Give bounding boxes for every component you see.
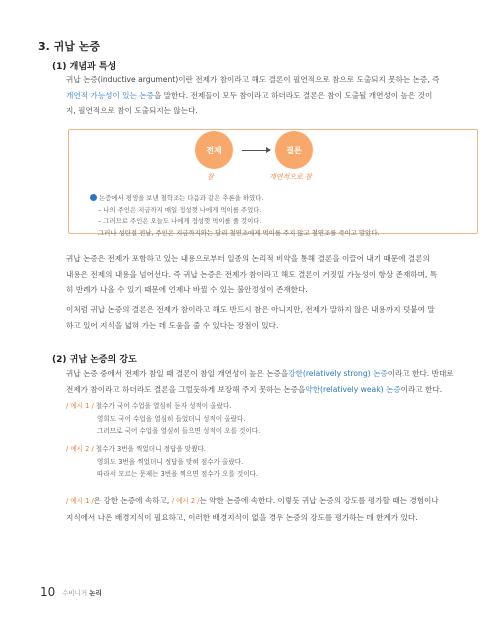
p5-text-a: 은 강한 논증에 속하고, — [93, 496, 170, 505]
paragraph-4 — [66, 366, 478, 397]
p4-highlight-weak: 약한(relatively weak) 논증 — [305, 384, 401, 394]
note-box — [90, 193, 470, 239]
note-line-3: 그러나 성탄절 전날, 주인은 지금까지와는 달리 철연조에게 먹이를 주지 않고 철연조를 죽이고 말았다. — [98, 228, 380, 237]
example-2 — [66, 443, 466, 481]
p5-example-2-ref: / 예시 2 / — [171, 497, 200, 505]
note-head: 논증에서 평생을 보낸 철학조는 다음과 같은 추론을 하였다. — [99, 194, 264, 202]
subsection-title-2: (2) 귀납 논증의 강도 — [52, 355, 137, 365]
paragraph-5 — [66, 493, 478, 525]
p1-text-a: 귀납 논증(inductive argument)이란 전제가 참이라고 해도 결론이 필연적으로 참으로 도출되지 못하는 논증, 즉 — [66, 75, 440, 84]
footer-brand — [62, 588, 102, 597]
premise-circle: 전제 — [195, 131, 233, 169]
p2-line-2: 내용은 전제의 내용을 넘어선다. 즉 귀납 논증은 전제가 참이라고 해도 결론이 거짓일 가능성이 항상 존재하며, 특 — [66, 269, 438, 279]
example-1-label: / 예시 1 / — [66, 402, 94, 410]
p2-line-3: 히 반례가 나올 수 있기 때문에 언제나 바뀔 수 있는 불안정성이 존재한다. — [66, 285, 308, 294]
p2-line-1: 귀납 논증은 전제가 포함하고 있는 내용으로부터 일종의 논리적 비약을 통해 결론을 이끌어 내기 때문에 결론의 — [66, 254, 430, 263]
p1-highlight: 개연적 가능성이 있는 논증 — [66, 90, 154, 100]
p1-text-b: 을 말한다. 전제들이 모두 참이라고 하더라도 결론은 참이 도출될 개연성이 높은 것이 — [153, 90, 433, 100]
subsection-title-1: (1) 개념과 특성 — [52, 62, 117, 72]
p4-text-d: 이라고 한다. — [400, 384, 443, 394]
example-2-line-2: 영희도 3번을 찍었더니 정답을 맞혀 점수가 올랐다. — [97, 457, 244, 466]
example-1 — [66, 400, 466, 438]
p5-text-b: 는 약한 논증에 속한다. 이렇듯 귀납 논증의 강도를 평가할 때는 경험이나 — [199, 496, 439, 505]
example-2-line-3: 따라서 모르는 문제는 3번을 찍으면 점수가 오를 것이다. — [97, 470, 259, 478]
example-1-line-2: 영희도 국어 수업을 열심히 들었더니 성적이 올랐다. — [97, 414, 246, 423]
note-line-2: – 그러므로 주인은 오늘도 나에게 정성껏 먹이를 줄 것이다. — [98, 217, 262, 226]
p3-line-1: 이처럼 귀납 논증의 결론은 전제가 참이라고 해도 반드시 참은 아니지만, 전제가 말하지 않은 내용까지 덧붙여 말 — [66, 305, 435, 314]
gear-icon — [90, 194, 97, 201]
conclusion-sub-label: 개연적으로 참 — [269, 173, 312, 181]
example-1-line-3: 그러므로 국어 수업을 열심히 들으면 성적이 오를 것이다. — [97, 427, 261, 435]
section-title: 3. 귀납 논증 — [38, 40, 100, 53]
premise-sub-label: 참 — [207, 173, 214, 181]
p4-text-b: 이라고 한다. 반대로 — [387, 369, 454, 378]
brand-light: 수비니거 — [62, 589, 88, 597]
example-2-line-1: 철수가 3번을 찍었더니 정답을 맞췄다. — [95, 445, 206, 453]
p1-text-c: 지, 필연적으로 참이 도출되지는 않는다. — [66, 106, 198, 115]
brand-bold: 논리 — [89, 589, 102, 597]
page-number: 10 — [40, 585, 56, 599]
example-2-label: / 예시 2 / — [66, 445, 94, 453]
arrow-icon — [242, 150, 270, 151]
p3-line-2: 하고 있어 지식을 넓혀 가는 데 도움을 줄 수 있다는 장점이 있다. — [66, 320, 279, 330]
p5-text-c: 지식에서 나온 배경지식이 필요하고, 이러한 배경지식이 없을 경우 논증의 강도를 평가하는 데 한계가 있다. — [66, 512, 418, 522]
paragraph-3 — [66, 302, 478, 333]
paragraph-1 — [66, 72, 478, 119]
paragraph-2 — [66, 251, 478, 298]
p4-highlight-strong: 강한(relatively strong) 논증 — [288, 369, 388, 378]
example-1-line-1: 철수가 국어 수업을 열심히 듣자 성적이 올랐다. — [95, 402, 232, 410]
p5-example-1-ref: / 예시 1 / — [66, 497, 94, 505]
conclusion-circle: 결론 — [275, 131, 313, 169]
note-line-1: – 나의 주인은 지금까지 매일 정성껏 나에게 먹이를 주었다. — [98, 205, 262, 214]
p4-text-a: 귀납 논증 중에서 전제가 참일 때 결론이 참일 개연성이 높은 논증을 — [66, 369, 289, 378]
p4-text-c: 전제가 참이라고 하더라도 결론을 그럴듯하게 보장해 주지 못하는 논증을 — [66, 384, 306, 394]
